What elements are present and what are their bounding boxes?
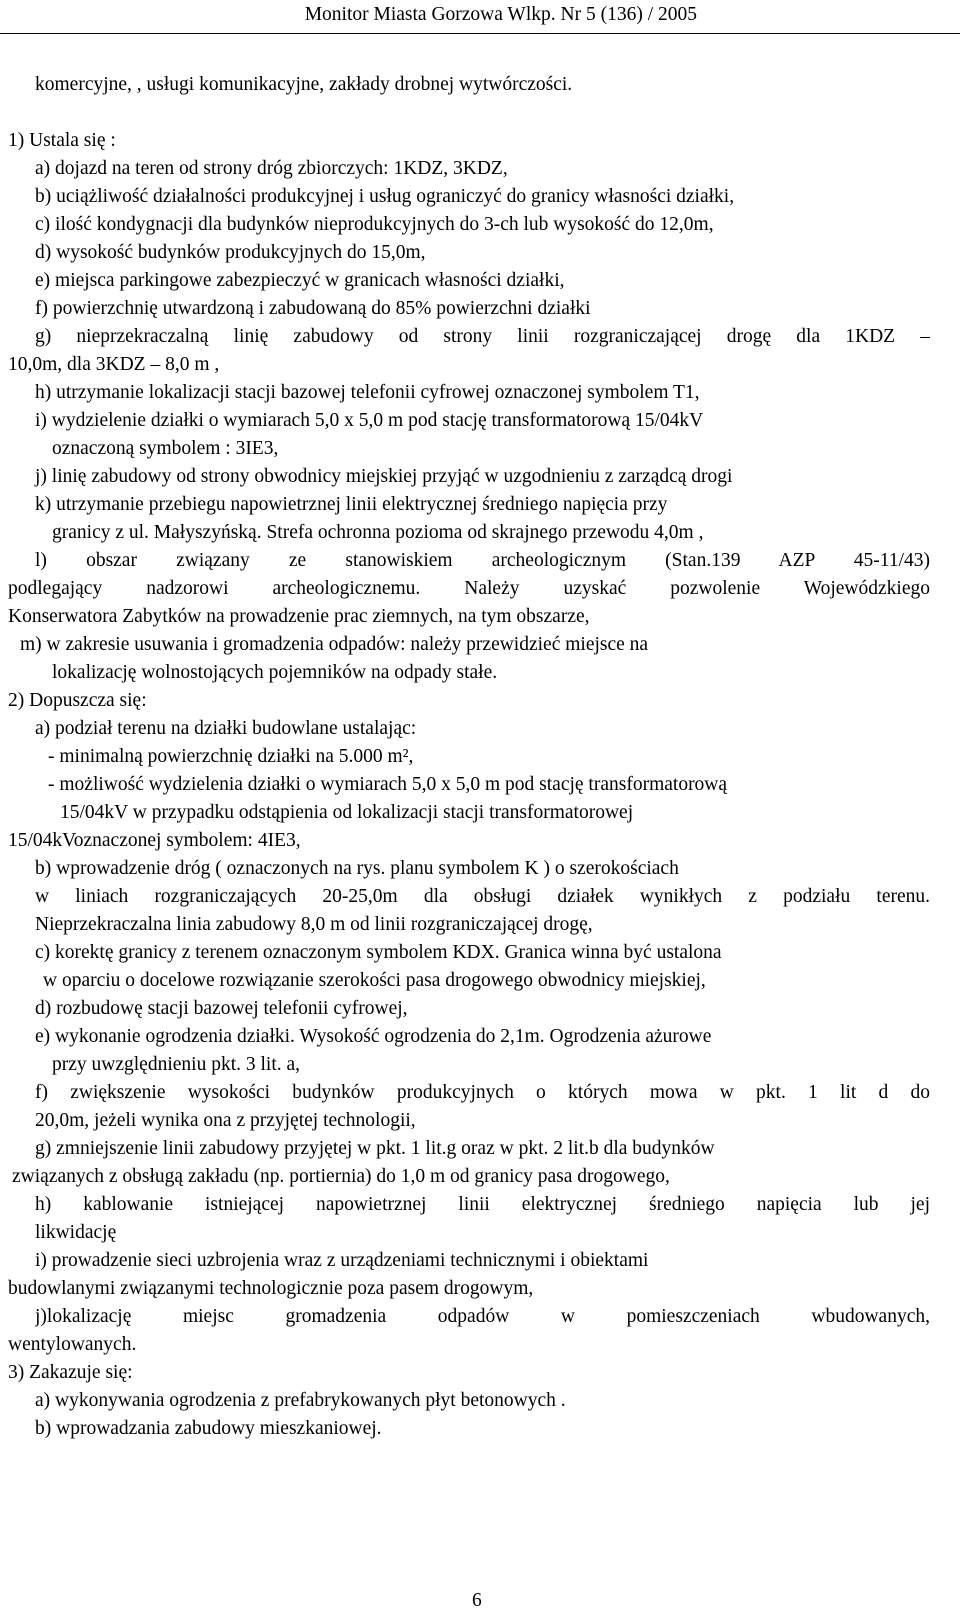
text-line: h) utrzymanie lokalizacji stacji bazowej telefonii cyfrowej oznaczonej symbolem T1, (35, 382, 700, 403)
text-line: budowlanymi związanymi technologicznie poza pasem drogowym, (8, 1278, 534, 1299)
text-line: k) utrzymanie przebiegu napowietrznej linii elektrycznej średniego napięcia przy (35, 494, 668, 515)
text-line: podlegający nadzorowi archeologicznemu. Należy uzyskać pozwolenie Wojewódzkiego (8, 578, 930, 599)
text-line: d) rozbudowę stacji bazowej telefonii cyfrowej, (35, 998, 408, 1019)
text-line: a) podział terenu na działki budowlane ustalając: (35, 718, 417, 739)
text-line: e) miejsca parkingowe zabezpieczyć w granicach własności działki, (35, 270, 565, 291)
text-line: wentylowanych. (8, 1334, 137, 1355)
text-line: komercyjne, , usługi komunikacyjne, zakłady drobnej wytwórczości. (35, 74, 573, 95)
text-line: - minimalną powierzchnię działki na 5.000 m², (48, 746, 414, 767)
text-line: związanych z obsługą zakładu (np. portiernia) do 1,0 m od granicy pasa drogowego, (12, 1166, 670, 1187)
text-line: likwidację (35, 1222, 117, 1243)
text-line: i) prowadzenie sieci uzbrojenia wraz z urządzeniami technicznymi i obiektami (35, 1250, 649, 1271)
text-line: b) wprowadzania zabudowy mieszkaniowej. (35, 1418, 382, 1439)
text-line: a) wykonywania ogrodzenia z prefabrykowanych płyt betonowych . (35, 1390, 566, 1411)
page-header (0, 0, 960, 34)
text-line: j)lokalizację miejsc gromadzenia odpadów w pomieszczeniach wbudowanych, (35, 1306, 930, 1327)
text-line: 15/04kV w przypadku odstąpienia od lokalizacji stacji transformatorowej (60, 802, 634, 823)
text-line: f) powierzchnię utwardzoną i zabudowaną do 85% powierzchni działki (35, 298, 591, 319)
text-line: g) zmniejszenie linii zabudowy przyjętej w pkt. 1 lit.g oraz w pkt. 2 lit.b dla budynków (35, 1138, 715, 1159)
text-line: j) linię zabudowy od strony obwodnicy miejskiej przyjąć w uzgodnieniu z zarządcą drogi (35, 466, 733, 487)
section-heading: 3) Zakazuje się: (8, 1362, 133, 1383)
text-line: m) w zakresie usuwania i gromadzenia odpadów: należy przewidzieć miejsce na (20, 634, 649, 655)
text-line: w oparciu o docelowe rozwiązanie szerokości pasa drogowego obwodnicy miejskiej, (43, 970, 706, 991)
text-line: - możliwość wydzielenia działki o wymiarach 5,0 x 5,0 m pod stację transformatorową (48, 774, 728, 795)
journal-title: Monitor Miasta Gorzowa Wlkp. Nr 5 (136) / 2005 (304, 4, 697, 25)
text-line: i) wydzielenie działki o wymiarach 5,0 x 5,0 m pod stację transformatorową 15/04kV (35, 410, 704, 431)
text-line: lokalizację wolnostojących pojemników na odpady stałe. (52, 662, 498, 683)
text-line: c) korektę granicy z terenem oznaczonym symbolem KDX. Granica winna być ustalona (35, 942, 722, 963)
text-line: f) zwiększenie wysokości budynków produkcyjnych o których mowa w pkt. 1 lit d do (35, 1082, 930, 1103)
text-line: h) kablowanie istniejącej napowietrznej linii elektrycznej średniego napięcia lub jej (35, 1194, 930, 1215)
text-line: b) uciążliwość działalności produkcyjnej i usług ograniczyć do granicy własności działki, (35, 186, 735, 207)
text-line: Nieprzekraczalna linia zabudowy 8,0 m od linii rozgraniczającej drogę, (35, 914, 593, 935)
section-heading: 1) Ustala się : (8, 130, 116, 151)
text-line: a) dojazd na teren od strony dróg zbiorczych: 1KDZ, 3KDZ, (35, 158, 508, 179)
text-line: c) ilość kondygnacji dla budynków nieprodukcyjnych do 3-ch lub wysokość do 12,0m, (35, 214, 714, 235)
text-line: w liniach rozgraniczających 20-25,0m dla obsługi działek wynikłych z podziału terenu. (35, 886, 930, 907)
text-line: d) wysokość budynków produkcyjnych do 15,0m, (35, 242, 426, 263)
section-heading: 2) Dopuszcza się: (8, 690, 147, 711)
text-line: 15/04kVoznaczonej symbolem: 4IE3, (8, 830, 301, 851)
text-line: g) nieprzekraczalną linię zabudowy od strony linii rozgraniczającej drogę dla 1KDZ – (35, 326, 930, 347)
text-line: l) obszar związany ze stanowiskiem archeologicznym (Stan.139 AZP 45-11/43) (35, 550, 930, 571)
page-number: 6 (472, 1590, 482, 1611)
text-line: 10,0m, dla 3KDZ – 8,0 m , (8, 354, 220, 375)
text-line: granicy z ul. Małyszyńską. Strefa ochronna pozioma od skrajnego przewodu 4,0m , (52, 522, 704, 543)
text-line: e) wykonanie ogrodzenia działki. Wysokość ogrodzenia do 2,1m. Ogrodzenia ażurowe (35, 1026, 712, 1047)
text-line: Konserwatora Zabytków na prowadzenie prac ziemnych, na tym obszarze, (8, 606, 590, 627)
text-line: b) wprowadzenie dróg ( oznaczonych na rys. planu symbolem K ) o szerokościach (35, 858, 679, 879)
text-line: oznaczoną symbolem : 3IE3, (52, 438, 279, 459)
text-line: 20,0m, jeżeli wynika ona z przyjętej technologii, (35, 1110, 416, 1131)
text-line: przy uwzględnieniu pkt. 3 lit. a, (52, 1054, 301, 1075)
